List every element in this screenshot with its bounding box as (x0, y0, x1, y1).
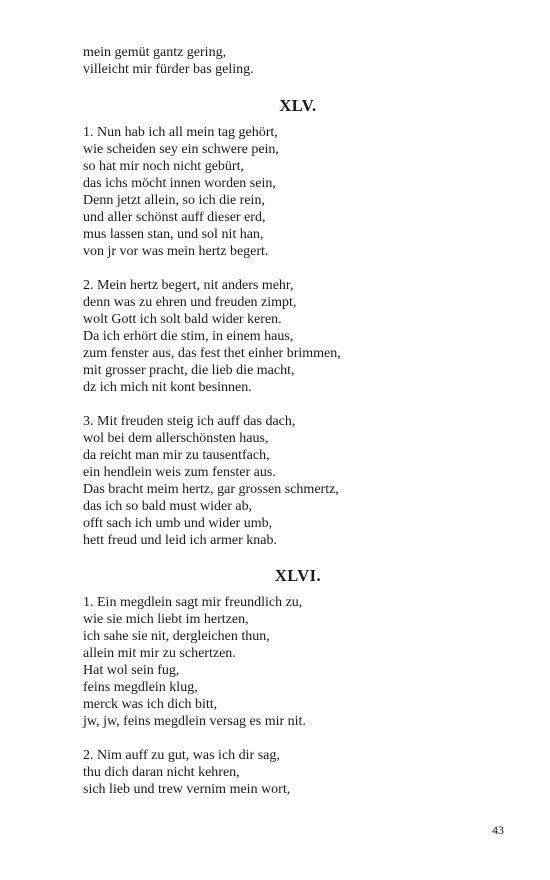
verse-line: wolt Gott ich solt bald wider keren. (83, 312, 282, 327)
verse-line: Denn jetzt allein, so ich die rein, (83, 193, 265, 208)
verse-line: so hat mir noch nicht gebürt, (83, 159, 244, 174)
verse-line: allein mit mir zu schertzen. (83, 646, 236, 661)
verse-line: und aller schönst auff dieser erd, (83, 210, 266, 225)
verse-line: 1. Nun hab ich all mein tag gehört, (83, 125, 278, 140)
stanza-xlv-1 (83, 124, 493, 260)
verse-line: wie sie mich liebt im hertzen, (83, 612, 249, 627)
verse-line: 1. Ein megdlein sagt mir freundlich zu, (83, 595, 303, 610)
verse-line: dz ich mich nit kont besinnen. (83, 380, 252, 395)
verse-line: da reicht man mir zu tausentfach, (83, 448, 270, 463)
section-heading-xlvi: XLVI. (274, 566, 322, 585)
stanza-xlv-3 (83, 413, 493, 549)
verse-line: denn was zu ehren und freuden zimpt, (83, 295, 297, 310)
verse-line: hett freud und leid ich armer knab. (83, 533, 277, 548)
stanza-xlvi-1 (83, 594, 493, 730)
verse-line: von jr vor was mein hertz begert. (83, 244, 269, 259)
verse-line: merck was ich dich bitt, (83, 697, 218, 712)
verse-line: offt sach ich umb und wider umb, (83, 516, 273, 531)
verse-line: wol bei dem allerschönsten haus, (83, 431, 269, 446)
verse-line: das ich so bald must wider ab, (83, 499, 253, 514)
verse-line: feins megdlein klug, (83, 680, 198, 695)
verse-line: jw, jw, feins megdlein versag es mir nit. (83, 714, 306, 729)
verse-line: ich sahe sie nit, dergleichen thun, (83, 629, 270, 644)
verse-line: 2. Nim auff zu gut, was ich dir sag, (83, 748, 280, 763)
verse-line: wie scheiden sey ein schwere pein, (83, 142, 279, 157)
section-heading-xlv: XLV. (279, 96, 317, 115)
verse-line: sich lieb und trew vernim mein wort, (83, 782, 291, 797)
verse-line: das ichs möcht innen worden sein, (83, 176, 276, 191)
poem-page (83, 44, 493, 815)
verse-line: thu dich daran nicht kehren, (83, 765, 240, 780)
stanza-continuation (83, 44, 493, 78)
verse-line: mus lassen stan, und sol nit han, (83, 227, 264, 242)
verse-line: 2. Mein hertz begert, nit anders mehr, (83, 278, 294, 293)
verse-line: Da ich erhört die stim, in einem haus, (83, 329, 294, 344)
verse-line: mein gemüt gantz gering, (83, 45, 227, 60)
verse-line: ein hendlein weis zum fenster aus. (83, 465, 276, 480)
verse-line: Das bracht meim hertz, gar grossen schmertz, (83, 482, 339, 497)
verse-line: 3. Mit freuden steig ich auff das dach, (83, 414, 296, 429)
verse-line: villeicht mir fürder bas geling. (83, 62, 254, 77)
verse-line: mit grosser pracht, die lieb die macht, (83, 363, 295, 378)
verse-line: zum fenster aus, das fest thet einher brimmen, (83, 346, 341, 361)
stanza-xlvi-2 (83, 747, 493, 798)
page-number: 43 (492, 823, 504, 837)
verse-line: Hat wol sein fug, (83, 663, 180, 678)
stanza-xlv-2 (83, 277, 493, 396)
